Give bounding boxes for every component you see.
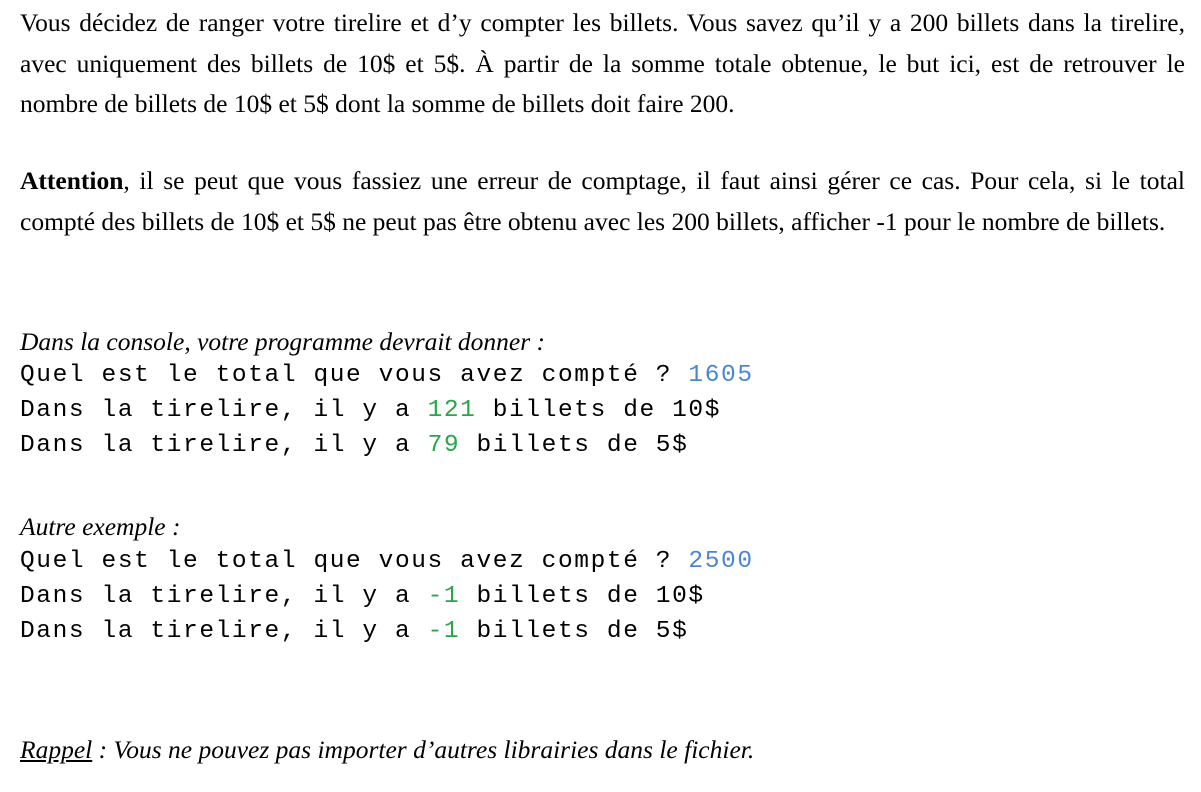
example1-output-five bbox=[20, 428, 688, 463]
example2-output-five-value: -1 bbox=[427, 618, 461, 645]
example2-output-ten-prefix: Dans la tirelire, il y a bbox=[20, 583, 428, 610]
example2-heading: Autre exemple : bbox=[20, 512, 181, 541]
intro-text: Vous décidez de ranger votre tirelire et d’y compter les billets. Vous savez qu’il y a 200 billets dans la tirelire, avec uniquement des billets de 10$ et 5$. À partir de la somme totale obtenue, le but ici, est de retrouver le nombre de billets de 10$ et 5$ dont la somme de billets doit faire 200. bbox=[20, 8, 1185, 118]
example1-output-five-value: 79 bbox=[427, 432, 461, 459]
example1-prompt-line bbox=[20, 358, 754, 393]
example1-output-ten-suffix: billets de 10$ bbox=[476, 397, 722, 424]
example2-prompt-text: Quel est le total que vous avez compté ? bbox=[20, 548, 689, 575]
example2-output-five-suffix: billets de 5$ bbox=[460, 618, 689, 645]
example1-heading: Dans la console, votre programme devrait donner : bbox=[20, 327, 546, 356]
example1-output-ten bbox=[20, 393, 721, 428]
example1-output-ten-prefix: Dans la tirelire, il y a bbox=[20, 397, 428, 424]
example1-output-five-prefix: Dans la tirelire, il y a bbox=[20, 432, 428, 459]
reminder-label: Rappel bbox=[20, 735, 93, 764]
example1-output-ten-value: 121 bbox=[427, 397, 477, 424]
example1-output-five-suffix: billets de 5$ bbox=[460, 432, 689, 459]
example1-input-value: 1605 bbox=[688, 362, 754, 389]
reminder-text: : Vous ne pouvez pas importer d’autres librairies dans le fichier. bbox=[92, 735, 755, 764]
example1-prompt-text: Quel est le total que vous avez compté ? bbox=[20, 362, 689, 389]
example2-prompt-line bbox=[20, 544, 754, 579]
warning-text: , il se peut que vous fassiez une erreur de comptage, il faut ainsi gérer ce cas. Pour cela, si le total compté des billets de 10$ et 5$ ne peut pas être obtenu avec les 200 billets, afficher -1 pour le nombre de billets. bbox=[20, 166, 1185, 236]
example2-output-five bbox=[20, 614, 688, 649]
example2-output-ten-suffix: billets de 10$ bbox=[460, 583, 705, 610]
example2-output-five-prefix: Dans la tirelire, il y a bbox=[20, 618, 428, 645]
example2-output-ten-value: -1 bbox=[427, 583, 461, 610]
example2-input-value: 2500 bbox=[688, 548, 754, 575]
reminder-note bbox=[20, 731, 754, 769]
example2-output-ten bbox=[20, 579, 705, 614]
intro-paragraph bbox=[20, 3, 1185, 125]
warning-paragraph bbox=[20, 161, 1185, 242]
warning-label: Attention bbox=[20, 166, 124, 195]
